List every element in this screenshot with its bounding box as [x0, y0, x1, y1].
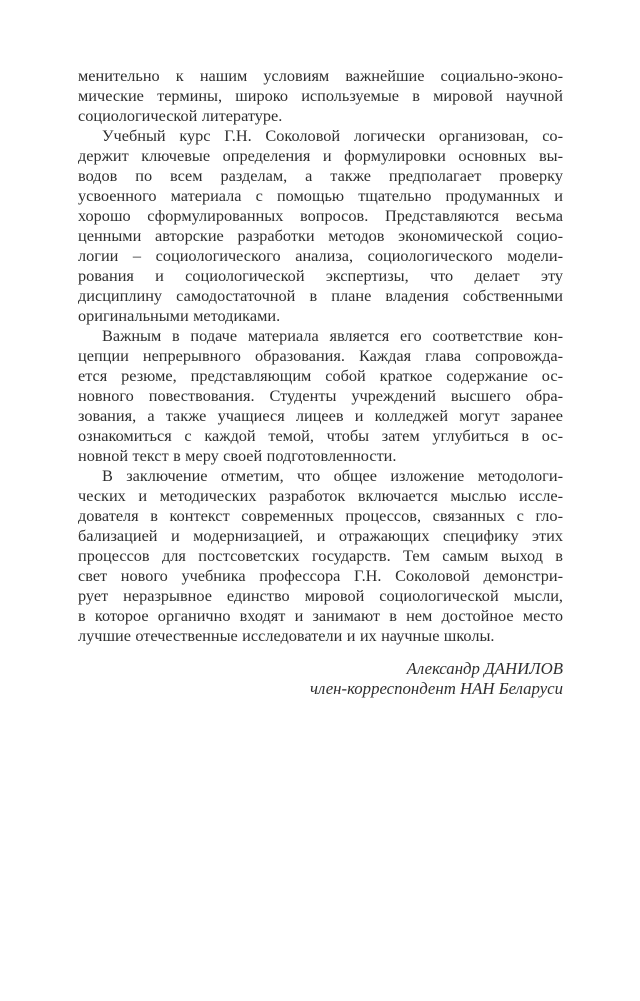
paragraph [78, 126, 563, 326]
signature-title: член-корреспондент НАН Беларуси [309, 679, 563, 698]
text-line: дисциплину самодостаточной в плане владения собственными [78, 286, 563, 305]
paragraph [78, 466, 563, 646]
signature-author: Александр ДАНИЛОВ [406, 659, 563, 678]
text-line: ознакомиться с каждой темой, чтобы затем углубиться в ос- [78, 426, 563, 445]
text-line: рования и социологической экспертизы, что делает эту [78, 266, 563, 285]
text-line: В заключение отметим, что общее изложение методологи- [102, 466, 563, 485]
paragraph [78, 326, 563, 466]
paragraph [78, 66, 563, 126]
text-line: в которое органично входят и занимают в нем достойное место [78, 606, 563, 625]
text-line: держит ключевые определения и формулировки основных вы- [78, 146, 563, 165]
text-line: зования, а также учащиеся лицеев и колледжей могут заранее [78, 406, 563, 425]
text-line: мические термины, широко используемые в мировой научной [78, 86, 563, 105]
text-line: лучшие отечественные исследователи и их научные школы. [78, 626, 495, 645]
text-line: социологической литературе. [78, 106, 283, 125]
text-line: ется резюме, представляющим собой краткое содержание ос- [78, 366, 563, 385]
text-line: оригинальными методиками. [78, 306, 281, 325]
text-line: хорошо сформулированных вопросов. Представляются весьма [78, 206, 563, 225]
text-line: новной текст в меру своей подготовленности. [78, 446, 397, 465]
text-line: рует неразрывное единство мировой социологической мысли, [78, 586, 563, 605]
text-line: Важным в подаче материала является его соответствие кон- [102, 326, 563, 345]
text-line: новного повествования. Студенты учреждений высшего обра- [78, 386, 563, 405]
text-line: дователя в контекст современных процессов, связанных с гло- [78, 506, 563, 525]
text-line: процессов для постсоветских государств. Тем самым выход в [78, 546, 563, 565]
text-line: логии – социологического анализа, социологического модели- [78, 246, 563, 265]
text-line: бализацией и модернизацией, и отражающих специфику этих [78, 526, 563, 545]
text-line: свет нового учебника профессора Г.Н. Соколовой демонстри- [78, 566, 563, 585]
signature-block [78, 659, 563, 699]
text-line: ческих и методических разработок включается мыслью иссле- [78, 486, 563, 505]
text-line: Учебный курс Г.Н. Соколовой логически организован, со- [102, 126, 563, 145]
text-line: водов по всем разделам, а также предполагает проверку [78, 166, 563, 185]
text-line: усвоенного материала с помощью тщательно продуманных и [78, 186, 563, 205]
text-line: цепции непрерывного образования. Каждая глава сопровожда- [78, 346, 563, 365]
text-line: ценными авторские разработки методов экономической социо- [78, 226, 563, 245]
text-block [78, 66, 563, 699]
text-line: менительно к нашим условиям важнейшие социально-эконо- [78, 66, 563, 85]
